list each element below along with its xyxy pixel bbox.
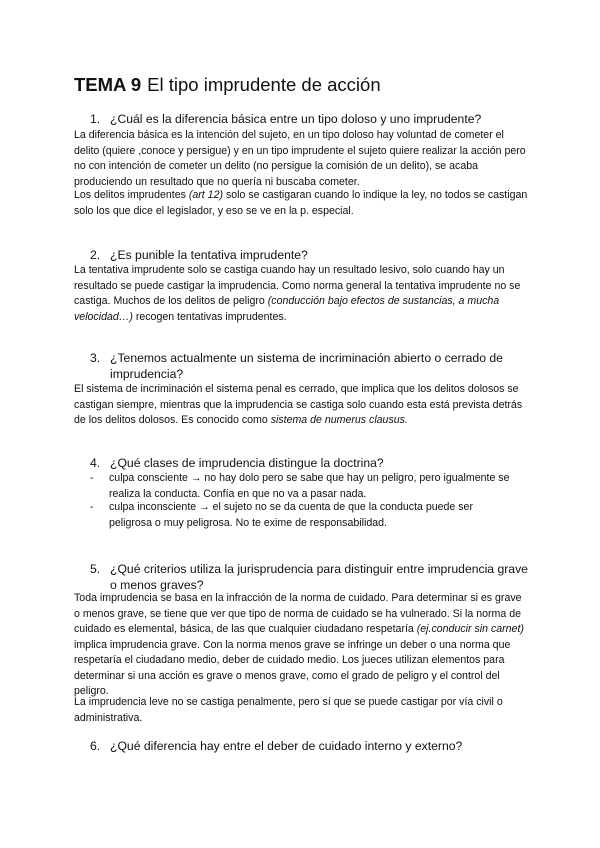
text-run: solo se castigaran cuando lo indique la ley, no todos se castigan solo los que dice el legislador, y eso se ve en la p. especial.	[74, 189, 528, 217]
list-bullet: -	[90, 501, 94, 513]
italic-example: (ej.conducir sin carnet)	[416, 623, 524, 635]
text-run: El sistema de incriminación el sistema penal es cerrado, que implica que los delitos dolosos se castigan siempre, mientras que la imprudencia se castiga solo cuando esta está prevista detrás de los delitos dolosos. Es conocido como	[74, 383, 523, 426]
answer-3-paragraph	[74, 382, 530, 429]
title-label: TEMA 9	[74, 74, 142, 95]
italic-example: (conducción bajo efectos de sustancias, a mucha velocidad…)	[74, 295, 500, 323]
answer-1-paragraph-2	[74, 188, 530, 219]
text-run: La tentativa imprudente solo se castiga cuando hay un resultado lesivo, solo cuando hay un resultado se puede castigar la imprudencia. Como norma general la tentativa imprudente no se castiga. Muchos de los delitos de peligro	[74, 264, 521, 307]
question-number: 1.	[90, 112, 101, 126]
document-title	[74, 74, 381, 96]
question-number: 3.	[90, 351, 101, 365]
question-2	[90, 248, 530, 264]
list-item	[90, 500, 510, 531]
question-3	[90, 351, 530, 382]
question-number: 4.	[90, 456, 101, 470]
question-5	[90, 562, 530, 593]
list-item-text: culpa consciente → no hay dolo pero se sabe que hay un peligro, pero igualmente se realiza la conducta. Confía en que no va a pasar nada.	[109, 472, 510, 500]
question-1	[90, 112, 530, 128]
text-run: Los delitos imprudentes	[74, 189, 189, 201]
list-bullet: -	[90, 472, 94, 484]
answer-5-paragraph-2: La imprudencia leve no se castiga penalmente, pero sí que se puede castigar por vía civil o administrativa.	[74, 696, 503, 724]
title-subtitle: El tipo imprudente de acción	[147, 74, 381, 95]
question-text: ¿Qué criterios utiliza la jurisprudencia para distinguir entre imprudencia grave o menos graves?	[110, 562, 528, 592]
question-number: 5.	[90, 562, 101, 576]
text-run: Toda imprudencia se basa en la infracción de la norma de cuidado. Para determinar si es grave o menos grave, se tiene que ver que tipo de norma de cuidado se ha vulnerado. Si la norma de cuidado es elemental, básica, de las que cualquier ciudadano respetaría	[74, 592, 522, 635]
italic-term: sistema de numerus clausus.	[270, 414, 408, 426]
question-number: 6.	[90, 739, 101, 753]
question-text: ¿Qué diferencia hay entre el deber de cuidado interno y externo?	[110, 739, 463, 753]
article-reference: (art 12)	[188, 189, 223, 201]
answer-5-paragraph-1	[74, 591, 530, 700]
text-run: implica imprudencia grave. Con la norma menos grave se infringe un deber o una norma que respetaría el ciudadano medio, deber de cuidado medio. Los jueces utilizan elementos para determinar si una acción es grave o menos grave, como el grado de peligro y el control del peligro.	[74, 638, 511, 697]
question-number: 2.	[90, 248, 101, 262]
text-run: recogen tentativas imprudentes.	[132, 310, 287, 323]
question-text: ¿Tenemos actualmente un sistema de incriminación abierto o cerrado de imprudencia?	[110, 351, 503, 381]
question-6	[90, 739, 530, 755]
list-item	[90, 471, 510, 502]
question-text: ¿Qué clases de imprudencia distingue la doctrina?	[110, 456, 384, 470]
list-item-text: culpa inconsciente → el sujeto no se da cuenta de que la conducta puede ser peligrosa o muy peligrosa. No te exime de responsabilidad.	[109, 501, 473, 529]
question-text: ¿Cuál es la diferencia básica entre un tipo doloso y uno imprudente?	[110, 112, 482, 126]
question-4	[90, 456, 530, 472]
question-text: ¿Es punible la tentativa imprudente?	[110, 248, 308, 262]
answer-1-paragraph-1: La diferencia básica es la intención del sujeto, en un tipo doloso hay voluntad de cometer el delito (quiere ,conoce y persigue) y en un tipo imprudente el sujeto quiere realizar la acción pero no con intención de cometer un delito (no persigue la comisión de un delito), se acaba produciendo un resultado que no quería ni buscaba cometer.	[74, 129, 526, 188]
answer-2-paragraph	[74, 263, 530, 325]
